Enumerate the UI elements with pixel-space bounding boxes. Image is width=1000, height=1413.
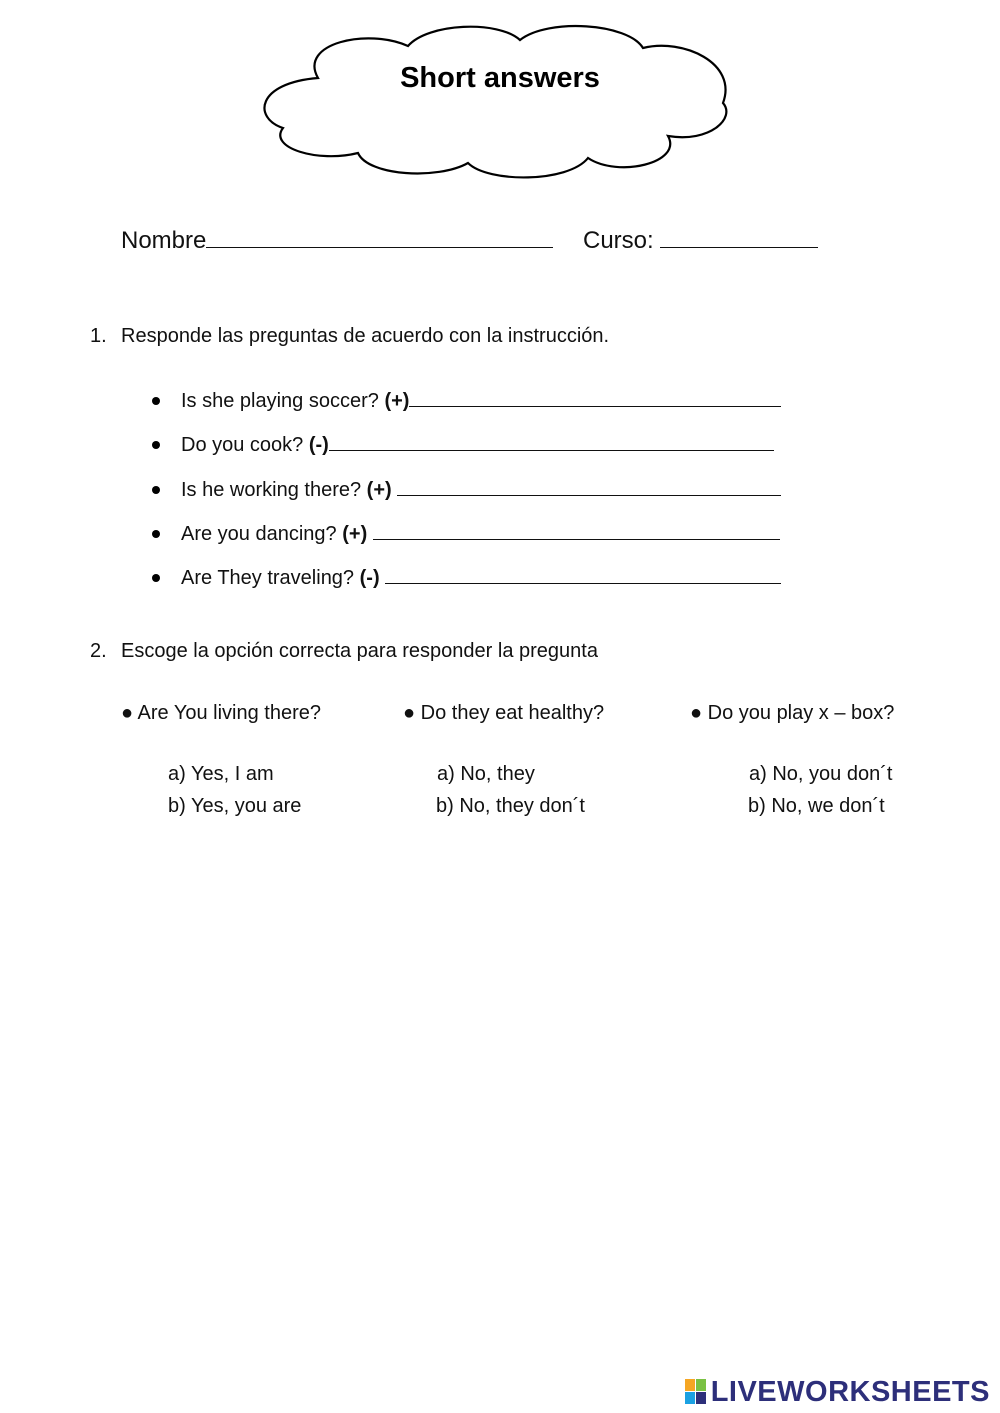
option-b[interactable]: b) Yes, you are [168,795,302,817]
section-2-number: 2. [90,640,107,662]
bullet-icon [152,530,160,538]
answer-sign: (+) [366,479,392,501]
answer-sign: (-) [308,434,329,456]
bullet-icon [152,574,160,582]
answer-blank-line[interactable] [329,432,774,451]
option-b[interactable]: b) No, we don´t [748,795,885,817]
question-text: Do you cook? [181,434,304,456]
question-item [181,477,781,502]
answer-blank-line[interactable] [397,477,781,496]
liveworksheets-logo-icon [685,1379,707,1405]
bullet-icon [152,441,160,449]
question-item [181,565,781,590]
worksheet-title: Short answers [400,62,600,94]
question-text: Is she playing soccer? [181,390,379,412]
section-1-instruction: Responde las preguntas de acuerdo con la instrucción. [121,325,610,347]
bullet-icon [152,486,160,494]
answer-sign: (+) [384,390,410,412]
course-label: Curso: [583,227,654,254]
title-cloud-shape [258,18,738,183]
section-2-instruction: Escoge la opción correcta para responder la pregunta [121,640,598,662]
answer-sign: (+) [342,523,368,545]
choice-question: ● Do they eat healthy? [403,702,605,724]
course-field[interactable] [583,227,818,255]
question-text: Is he working there? [181,479,362,501]
question-text: Are They traveling? [181,567,355,589]
answer-blank-line[interactable] [385,565,781,584]
name-field[interactable] [121,227,553,255]
answer-sign: (-) [359,567,380,589]
answer-blank-line[interactable] [373,521,780,540]
liveworksheets-logo [685,1375,990,1409]
question-text: Are you dancing? [181,523,337,545]
question-item [181,521,780,546]
bullet-icon [152,397,160,405]
name-blank-line[interactable] [206,229,553,248]
question-item [181,388,781,413]
choice-question: ● Are You living there? [121,702,321,724]
choice-question: ● Do you play x – box? [690,702,895,724]
option-a[interactable]: a) Yes, I am [168,763,274,785]
answer-blank-line[interactable] [409,388,781,407]
course-blank-line[interactable] [660,229,818,248]
section-1-number: 1. [90,325,107,347]
option-a[interactable]: a) No, they [437,763,535,785]
name-label: Nombre [121,227,207,254]
option-b[interactable]: b) No, they don´t [436,795,585,817]
logo-text: LIVEWORKSHEETS [710,1375,990,1408]
question-item [181,432,774,457]
option-a[interactable]: a) No, you don´t [749,763,893,785]
